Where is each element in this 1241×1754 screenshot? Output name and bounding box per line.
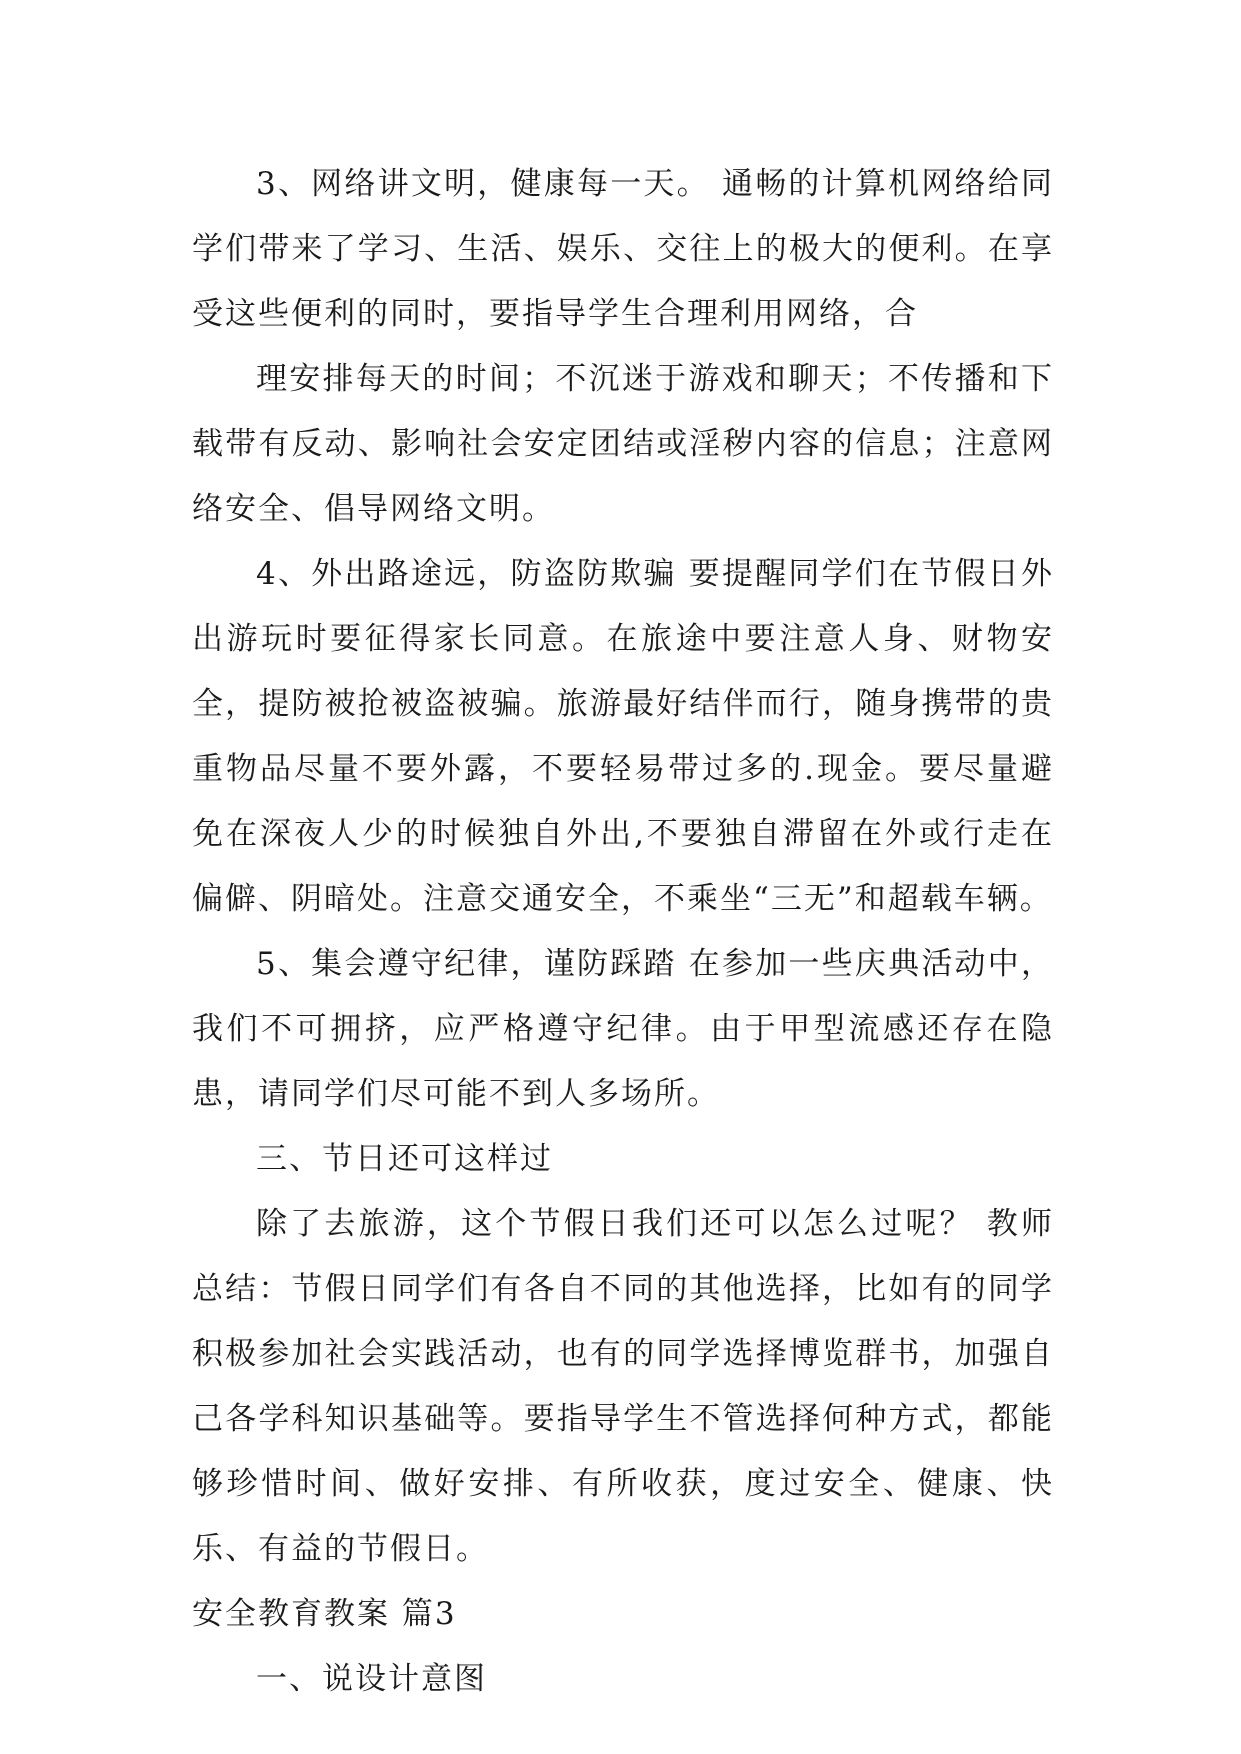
paragraph-assembly-discipline: 5、集会遵守纪律，谨防踩踏 在参加一些庆典活动中，我们不可拥挤，应严格遵守纪律。由于甲型流感还存在隐患，请同学们尽可能不到人多场所。 [192, 946, 1054, 1112]
paragraph-time-arrangement: 理安排每天的时间；不沉迷于游戏和聊天；不传播和下载带有反动、影响社会安定团结或淫秽内容的信息；注意网络安全、倡导网络文明。 [192, 361, 1054, 527]
lesson-plan-title: 安全教育教案 篇3 [192, 1596, 457, 1632]
section-heading-design-intent: 一、说设计意图 [256, 1661, 487, 1697]
paragraph-holiday-summary: 除了去旅游，这个节假日我们还可以怎么过呢？ 教师总结：节假日同学们有各自不同的其他选择，比如有的同学积极参加社会实践活动，也有的同学选择博览群书，加强自己各学科知识基础等。要指导学生不管选择何种方式，都能够珍惜时间、做好安排、有所收获，度过安全、健康、快乐、有益的节假日。 [192, 1206, 1054, 1567]
document-page [192, 152, 1054, 1712]
section-heading-holiday: 三、节日还可这样过 [256, 1141, 553, 1177]
paragraph-travel-safety: 4、外出路途远，防盗防欺骗 要提醒同学们在节假日外出游玩时要征得家长同意。在旅途中要注意人身、财物安全，提防被抢被盗被骗。旅游最好结伴而行，随身携带的贵重物品尽量不要外露，不要轻易带过多的.现金。要尽量避免在深夜人少的时候独自外出,不要独自滞留在外或行走在偏僻、阴暗处。注意交通安全，不乘坐“三无”和超载车辆。 [192, 556, 1054, 917]
paragraph-network-civility: 3、网络讲文明，健康每一天。 通畅的计算机网络给同学们带来了学习、生活、娱乐、交往上的极大的便利。在享受这些便利的同时，要指导学生合理利用网络，合 [192, 166, 1054, 332]
